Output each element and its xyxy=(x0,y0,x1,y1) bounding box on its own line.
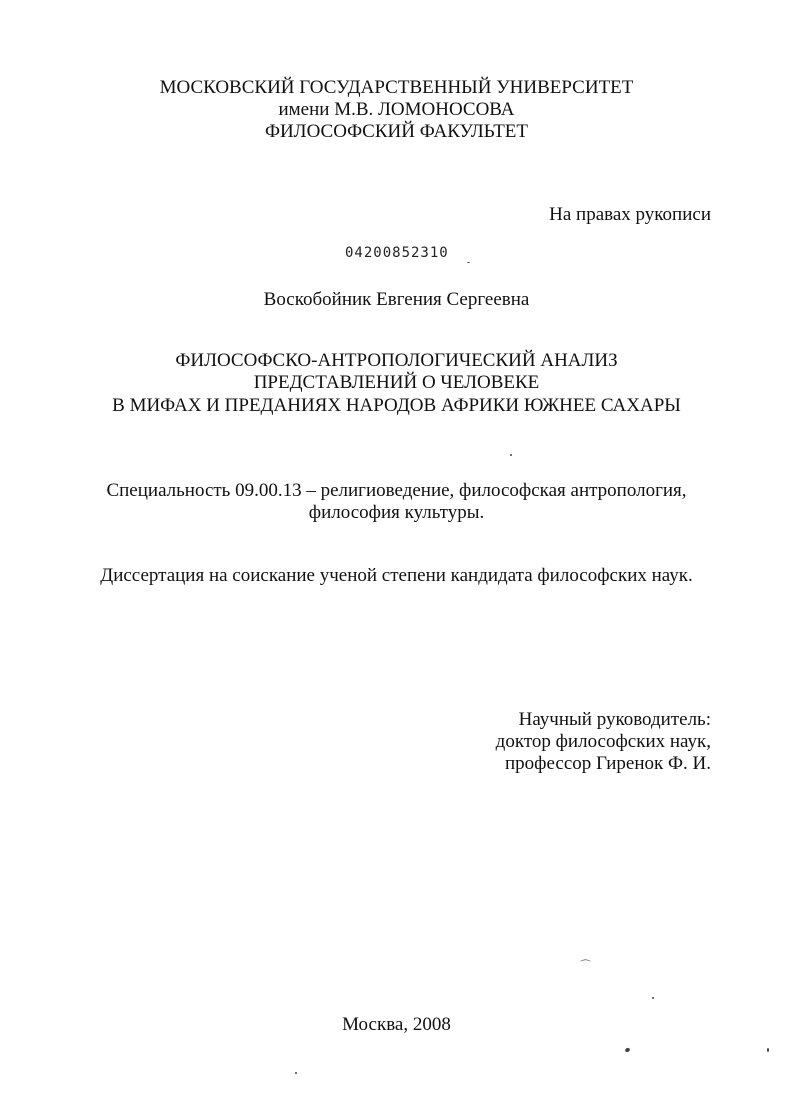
dissertation-title-line-3: В МИФАХ И ПРЕДАНИЯХ НАРОДОВ АФРИКИ ЮЖНЕЕ САХАРЫ xyxy=(112,395,681,416)
registry-number: 04200852310 xyxy=(345,245,449,261)
dissertation-title-line-2: ПРЕДСТАВЛЕНИЙ О ЧЕЛОВЕКЕ xyxy=(253,372,540,393)
faculty-name: ФИЛОСОФСКИЙ ФАКУЛЬТЕТ xyxy=(264,121,529,142)
manuscript-rights: На правах рукописи xyxy=(549,204,711,225)
dissertation-title-line-1: ФИЛОСОФСКО-АНТРОПОЛОГИЧЕСКИЙ АНАЛИЗ xyxy=(175,350,618,371)
supervisor-degree: доктор философских наук, xyxy=(495,731,711,752)
specialty-line-1: Специальность 09.00.13 – религиоведение, философская антропология, xyxy=(106,480,687,501)
supervisor-name: профессор Гиренок Ф. И. xyxy=(505,753,711,774)
city-year: Москва, 2008 xyxy=(342,1014,451,1035)
specialty-line-2: философия культуры. xyxy=(308,502,485,523)
scan-speck xyxy=(767,1048,769,1052)
scan-speck xyxy=(624,1047,630,1053)
university-name: МОСКОВСКИЙ ГОСУДАРСТВЕННЫЙ УНИВЕРСИТЕТ xyxy=(159,77,634,98)
scan-speck xyxy=(467,262,470,263)
degree-statement: Диссертация на соискание ученой степени кандидата философских наук. xyxy=(100,565,693,586)
supervisor-label: Научный руководитель: xyxy=(518,709,711,730)
scan-mark: ⌒ xyxy=(580,959,591,972)
university-named-after: имени М.В. ЛОМОНОСОВА xyxy=(278,99,515,120)
scan-speck xyxy=(652,997,654,999)
author-name: Воскобойник Евгения Сергеевна xyxy=(263,289,530,310)
scan-speck xyxy=(295,1072,297,1074)
scan-speck xyxy=(510,454,512,456)
